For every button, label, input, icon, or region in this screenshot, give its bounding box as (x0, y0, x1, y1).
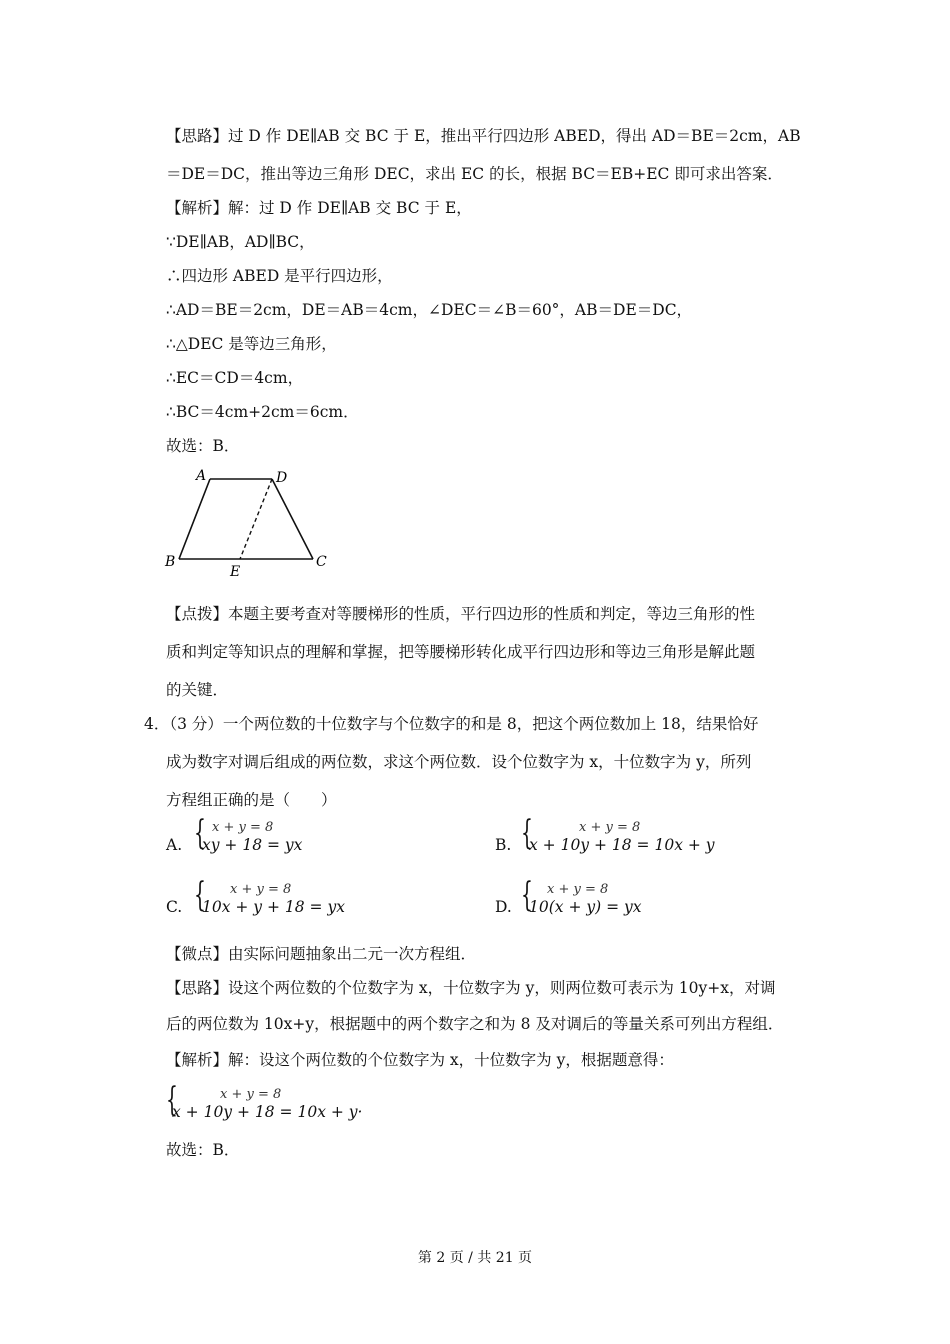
solution-system (166, 1080, 406, 1127)
option-b-eq2: x + 10y + 18 = 10x + y (529, 836, 715, 854)
weidian-line: 【微点】由实际问题抽象出二元一次方程组． (166, 945, 477, 963)
trapezoid-figure (160, 462, 340, 580)
option-c-label[interactable]: C. (166, 898, 183, 916)
option-c-system[interactable] (194, 875, 394, 922)
option-a-label[interactable]: A. (166, 836, 183, 854)
answer-line: 故选：B． (166, 437, 240, 455)
silu-line-2: ＝DE＝DC，推出等边三角形 DEC，求出 EC 的长，根据 BC＝EB+EC 即可求出答案． (166, 165, 783, 183)
point-a-label: A (196, 468, 207, 484)
option-a-eq2: xy + 18 = yx (202, 836, 303, 854)
q4-jiexi-line-1: 【解析】解：设这个两位数的个位数字为 x，十位数字为 y，根据题意得： (166, 1051, 674, 1069)
jiexi-line-1: 【解析】解：过 D 作 DE∥AB 交 BC 于 E， (166, 199, 472, 217)
jiexi-line-5: ∴△DEC 是等边三角形， (166, 335, 337, 353)
point-b-label: B (165, 554, 176, 570)
brace-icon: { (166, 1080, 178, 1120)
point-d-label: D (276, 470, 288, 486)
q4-answer-line: 故选：B． (166, 1141, 240, 1159)
jiexi-line-6: ∴EC＝CD＝4cm， (166, 369, 304, 387)
brace-icon: { (194, 813, 206, 853)
option-b-eq1: x + y = 8 (579, 820, 641, 835)
silu-line-1: 【思路】过 D 作 DE∥AB 交 BC 于 E，推出平行四边形 ABED，得出 AD＝BE＝2cm，AB (166, 127, 801, 145)
option-a-system[interactable] (194, 813, 374, 860)
brace-icon: { (521, 875, 533, 915)
option-b-system[interactable] (521, 813, 761, 860)
option-d-eq2: 10(x + y) = yx (529, 898, 642, 916)
option-a-eq1: x + y = 8 (212, 820, 274, 835)
dianbo-line-3: 的关键． (166, 681, 229, 699)
option-c-eq2: 10x + y + 18 = yx (202, 898, 345, 916)
brace-icon: { (521, 813, 533, 853)
jiexi-line-7: ∴BC＝4cm+2cm＝6cm． (166, 403, 359, 421)
dianbo-line-1: 【点拨】本题主要考查对等腰梯形的性质，平行四边形的性质和判定，等边三角形的性 (166, 605, 756, 623)
solution-eq1: x + y = 8 (220, 1087, 282, 1102)
option-d-eq1: x + y = 8 (547, 882, 609, 897)
solution-eq2: x + 10y + 18 = 10x + y· (172, 1103, 363, 1121)
point-e-label: E (230, 564, 241, 580)
jiexi-line-4: ∴AD＝BE＝2cm，DE＝AB＝4cm，∠DEC＝∠B＝60°，AB＝DE＝DC， (166, 301, 693, 319)
question4-stem-3: 方程组正确的是（ ） (166, 791, 337, 809)
q4-silu-line-2: 后的两位数为 10x+y，根据题中的两个数字之和为 8 及对调后的等量关系可列出方程组． (166, 1015, 784, 1033)
question4-stem-2: 成为数字对调后组成的两位数，求这个两位数．设个位数字为 x，十位数字为 y，所列 (166, 753, 752, 771)
option-c-eq1: x + y = 8 (230, 882, 292, 897)
q4-silu-line-1: 【思路】设这个两位数的个位数字为 x，十位数字为 y，则两位数可表示为 10y+x，对调 (166, 979, 776, 997)
brace-icon: { (194, 875, 206, 915)
jiexi-line-2: ∵DE∥AB，AD∥BC， (166, 233, 315, 251)
option-d-label[interactable]: D. (495, 898, 512, 916)
question4-stem-1: 4．（3 分）一个两位数的十位数字与个位数字的和是 8，把这个两位数加上 18，结果恰好 (144, 715, 759, 733)
option-d-system[interactable] (521, 875, 721, 922)
point-c-label: C (316, 554, 327, 570)
jiexi-line-3: ∴四边形 ABED 是平行四边形， (166, 267, 393, 285)
dianbo-line-2: 质和判定等知识点的理解和掌握，把等腰梯形转化成平行四边形和等边三角形是解此题 (166, 643, 756, 661)
option-b-label[interactable]: B. (495, 836, 512, 854)
page-footer: 第 2 页 / 共 21 页 (417, 1250, 533, 1266)
